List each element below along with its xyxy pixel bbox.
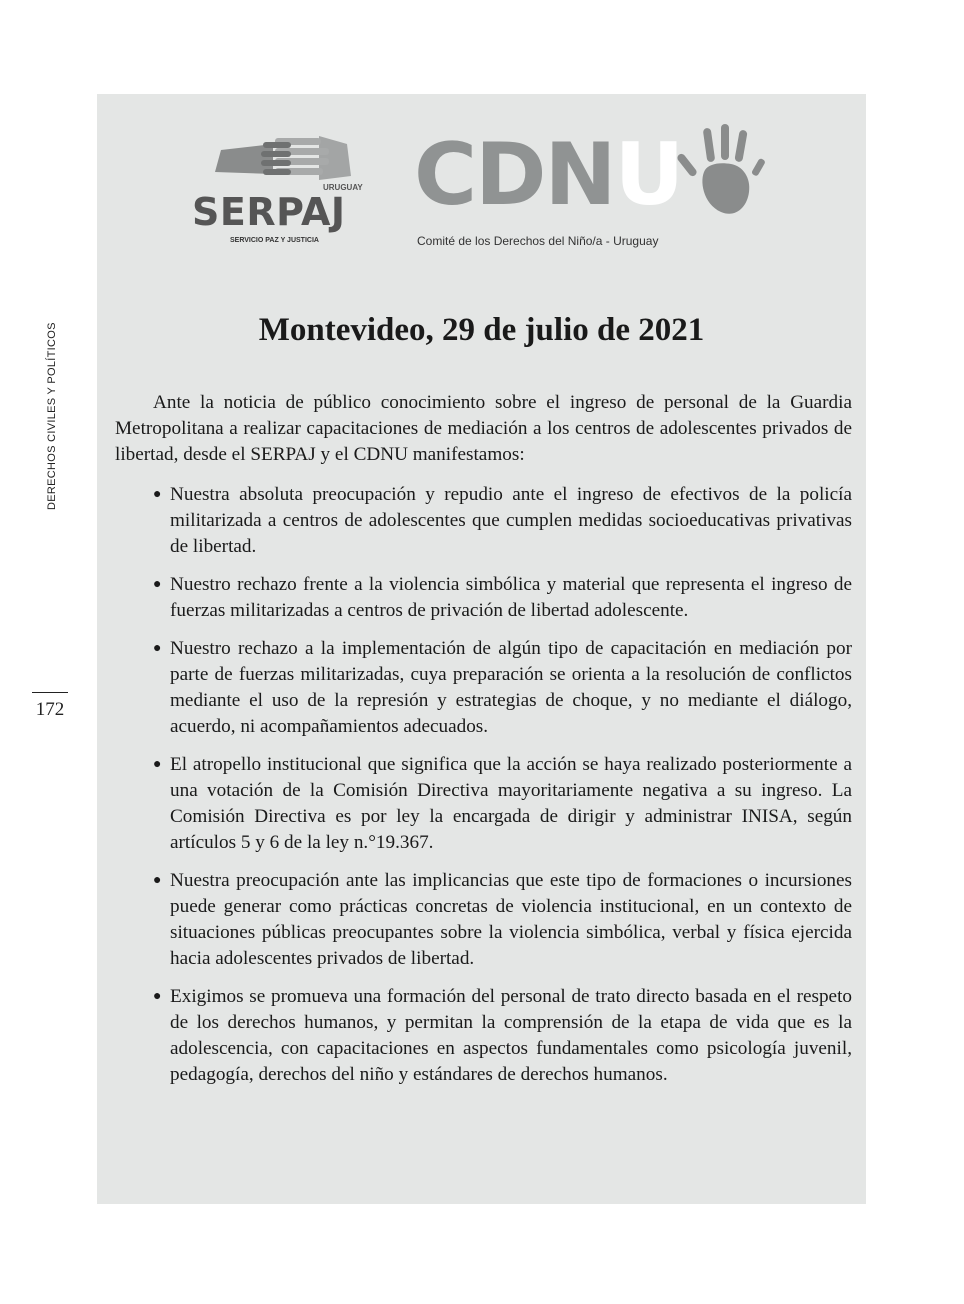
cdnu-grey-letters: CDN [414,125,615,225]
list-item [153,572,852,624]
serpaj-country: URUGUAY [323,183,363,192]
list-item-text: El atropello institucional que significa que la acción se haya realizado posteriormente a una votación de la Comisión Directiva mayoritariamente negativa a su ingreso. La Comisión Directiva es por ley la encargada de dirigir y administrar INISA, según artículos 5 y 6 de la ley n.°19.367. [170,754,852,853]
list-item [153,482,852,560]
list-item-text: Nuestro rechazo frente a la violencia simbólica y material que representa el ingreso de fuerzas militarizadas a centros de privación de libertad adolescente. [170,574,852,621]
list-item [153,868,852,972]
bullet-icon: ● [153,641,162,656]
intro-paragraph: Ante la noticia de público conocimiento sobre el ingreso de personal de la Guardia Metropolitana a realizar capacitaciones de mediación a los centros de adolescentes privados de libertad, desde el SERPAJ y el CDNU manifestamos: [115,392,852,465]
bullet-icon: ● [153,989,162,1004]
document-title: Montevideo, 29 de julio de 2021 [258,312,705,348]
cdnu-subtitle: Comité de los Derechos del Niño/a - Uruguay [417,234,659,248]
serpaj-name: SERPAJ [192,190,346,234]
list-item-text: Exigimos se promueva una formación del personal de trato directo basada en el respeto de los derechos humanos, y permitan la comprensión de la etapa de vida que es la adolescencia, con capacitaciones en aspectos fundamentales como psicología juvenil, pedagogía, derechos del niño y estándares de derechos humanos. [170,986,852,1085]
page-number: 172 [35,699,65,720]
list-item-text: Nuestra absoluta preocupación y repudio ante el ingreso de efectivos de la policía militarizada a centros de adolescentes que cumplen medidas socioeducativas privativas de libertad. [170,484,852,557]
bullet-icon: ● [153,873,162,888]
bullet-icon: ● [153,487,162,502]
list-item [153,636,852,740]
list-item-text: Nuestra preocupación ante las implicancias que este tipo de formaciones o incursiones puede generar como prácticas concretas de violencia institucional, en un contexto de situaciones públicas preocupantes sobre la violencia simbólica, verbal y física ejercida hacia adolescentes privados de libertad. [170,870,852,969]
cdnu-name [414,125,683,225]
document-panel [97,94,866,1204]
statement-list [153,482,852,1088]
list-item [153,752,852,856]
hand-print-icon [677,122,777,222]
bullet-icon: ● [153,757,162,772]
serpaj-subtitle: SERVICIO PAZ Y JUSTICIA [230,237,319,244]
bullet-icon: ● [153,577,162,592]
section-label: DERECHOS CIVILES Y POLÍTICOS [46,322,58,510]
page-number-rule [32,692,68,693]
list-item-text: Nuestro rechazo a la implementación de algún tipo de capacitación en mediación por parte de fuerzas militarizadas, cuya preparación se orienta a la resolución de conflictos mediante el uso de la represión y estrategias de choque, y no mediante el diálogo, acuerdo, ni acompañamientos adecuados. [170,638,852,737]
list-item [153,984,852,1088]
cdnu-white-letter: U [614,125,683,225]
